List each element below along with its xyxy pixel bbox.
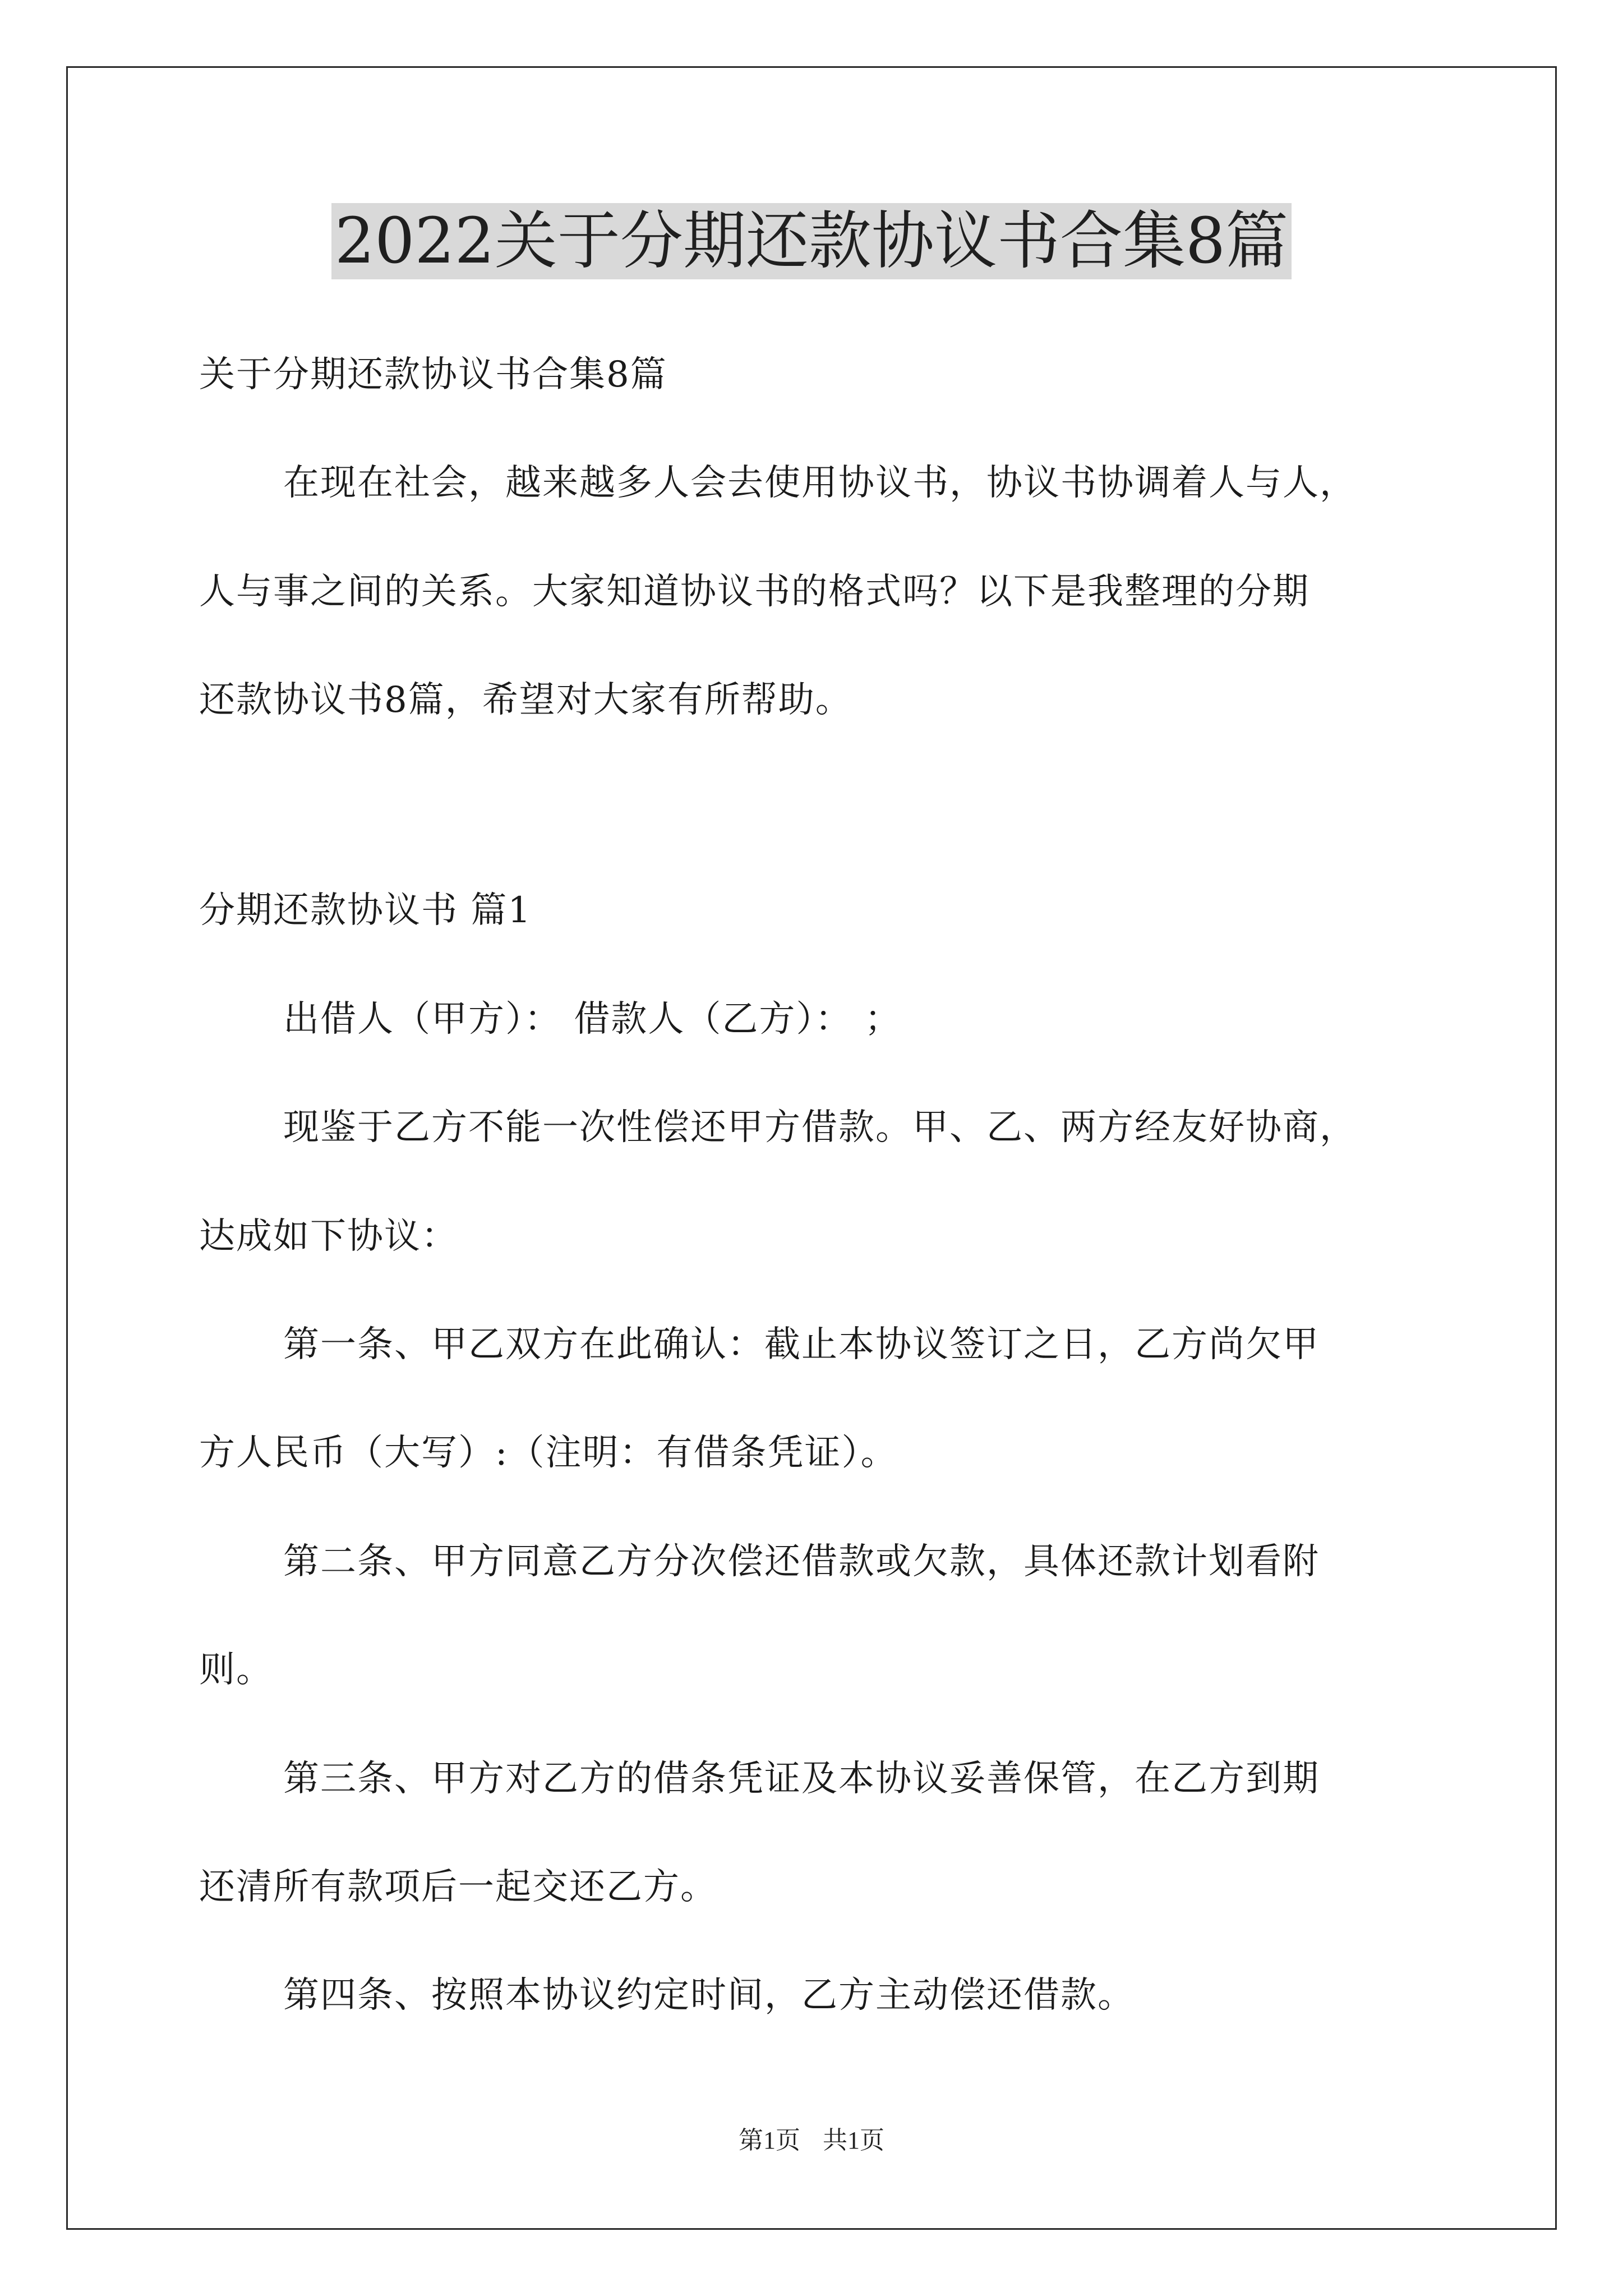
article2-line-2: 则。: [199, 1649, 273, 1691]
article3-line-1: 第三条、甲方对乙方的借条凭证及本协议妥善保管，在乙方到期: [283, 1758, 1320, 1800]
intro-line-3: 还款协议书8篇，希望对大家有所帮助。: [199, 679, 852, 721]
article3-line-2: 还清所有款项后一起交还乙方。: [199, 1866, 717, 1908]
page-total: 共1页: [823, 2127, 884, 2154]
page-footer: [0, 2126, 1623, 2155]
intro-line-2: 人与事之间的关系。大家知道协议书的格式吗？以下是我整理的分期: [199, 571, 1310, 613]
parties-line: 出借人（甲方）： 借款人（乙方）： ；: [283, 999, 902, 1040]
article1-line-1: 第一条、甲乙双方在此确认：截止本协议签订之日，乙方尚欠甲: [283, 1324, 1320, 1365]
title-container: [0, 203, 1623, 279]
preamble-line-1: 现鉴于乙方不能一次性偿还甲方借款。甲、乙、两方经友好协商，: [283, 1107, 1357, 1148]
article4-line: 第四条、按照本协议约定时间，乙方主动偿还借款。: [283, 1975, 1135, 2016]
document-subtitle: 关于分期还款协议书合集8篇: [199, 354, 667, 395]
article2-line-1: 第二条、甲方同意乙方分次偿还借款或欠款，具体还款计划看附: [283, 1541, 1320, 1582]
article1-line-2: 方人民币（大写）:（注明：有借条凭证）。: [199, 1432, 898, 1474]
section-heading: 分期还款协议书 篇1: [199, 890, 532, 931]
preamble-line-2: 达成如下协议：: [199, 1216, 458, 1257]
page-current: 第1页: [739, 2127, 800, 2154]
intro-line-1: 在现在社会，越来越多人会去使用协议书，协议书协调着人与人，: [283, 462, 1357, 504]
document-title: 2022关于分期还款协议书合集8篇: [331, 203, 1292, 279]
